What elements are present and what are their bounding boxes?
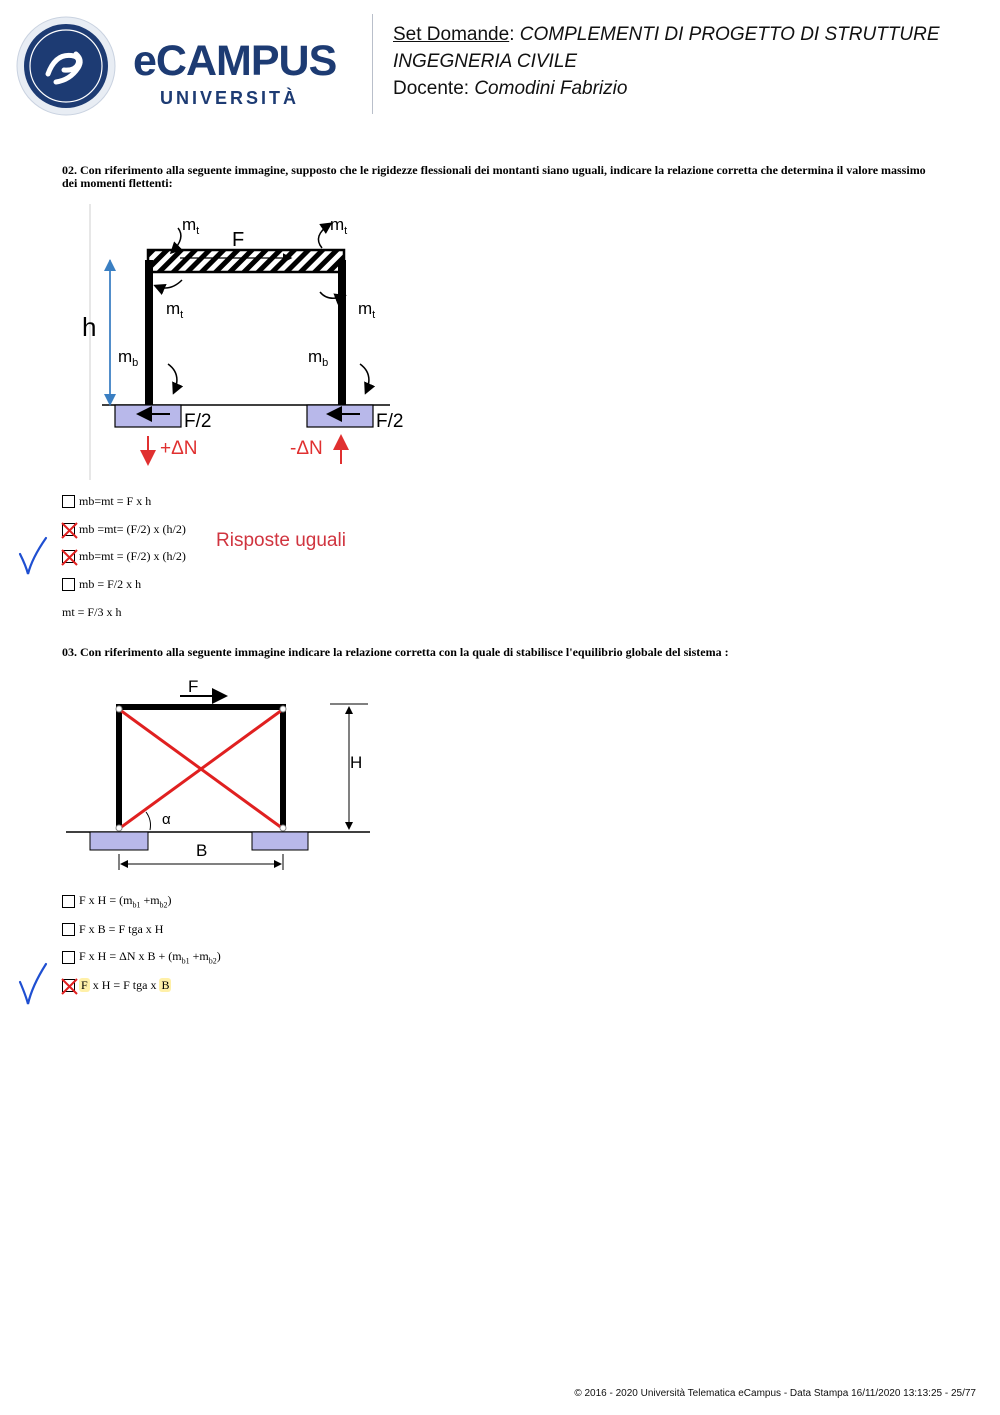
q03-option-1[interactable] [62, 893, 172, 909]
label-mb-left: m [118, 347, 133, 366]
q03-option-4[interactable] [62, 977, 171, 993]
checkbox[interactable] [62, 923, 75, 936]
red-cross-mark-icon [60, 977, 79, 996]
checkbox-crossed[interactable] [62, 979, 75, 992]
q02-option-1-label: mb=mt = F x h [79, 493, 152, 508]
q03-option-2[interactable] [62, 921, 163, 937]
left-column [145, 260, 153, 405]
header-teacher-line [393, 78, 627, 100]
hatched-beam [148, 250, 344, 272]
header-set-line [393, 24, 940, 46]
question-03-text: 03. Con riferimento alla seguente immagine indicare la relazione corretta con la quale di stabilisce l'equilibrio globale del sistema : [62, 645, 729, 659]
label-B: B [196, 841, 208, 860]
q02-option-4[interactable] [62, 576, 141, 592]
moment-arc-top-right [318, 224, 330, 248]
teacher-label: Docente: [393, 78, 475, 99]
q03-option-4-label: F x H = F tga x B [81, 977, 170, 992]
angle-arc [146, 812, 151, 830]
brand-subtitle: UNIVERSITÀ [160, 88, 300, 108]
left-footing [115, 405, 181, 427]
handwritten-check-icon [18, 536, 48, 578]
left-footing [90, 832, 148, 850]
red-cross-mark-icon [60, 548, 79, 567]
q02-extra-line: mt = F/3 x h [62, 605, 122, 619]
q02-option-3[interactable] [62, 548, 186, 564]
q02-option-3-label: mb=mt = (F/2) x (h/2) [79, 548, 186, 563]
q02-option-1[interactable] [62, 493, 151, 509]
svg-text:mt: $m_t$ [330, 215, 348, 237]
q03-option-2-label: F x B = F tga x H [79, 921, 164, 936]
svg-text:mb: $m_b$ [308, 347, 329, 369]
checkbox[interactable] [62, 951, 75, 964]
question-02-text: 02. Con riferimento alla seguente immagine, supposto che le rigidezze flessionali dei montanti siano uguali, indicare la relazione corretta che determina il valore massimo dei momenti flettenti: [62, 163, 926, 190]
q02-option-2[interactable] [62, 521, 186, 537]
braced-frame-figure [62, 672, 382, 882]
right-footing [252, 832, 308, 850]
label-F: F [188, 677, 199, 696]
set-label: Set Domande [393, 24, 510, 45]
moment-arc-base-left [168, 364, 177, 392]
checkbox[interactable] [62, 895, 75, 908]
q03-option-1-label: F x $H = (m_{b1} +m_{b2})$ [79, 892, 172, 910]
highlight-F: F [81, 977, 88, 992]
label-dn-minus: -ΔN [290, 438, 323, 459]
label-f2-right: F/2 [376, 411, 404, 432]
svg-text:mb: $m_b$ [118, 347, 139, 369]
handwritten-note: Risposte uguali [216, 530, 346, 551]
frame-right-column [280, 704, 286, 830]
svg-text:mt: $m_t$ [182, 215, 200, 237]
label-f2-left: F/2 [184, 411, 212, 432]
q03-option-3[interactable] [62, 949, 221, 965]
label-alpha: α [162, 811, 171, 828]
moment-arc-top-left [172, 228, 181, 252]
checkbox[interactable] [62, 578, 75, 591]
label-mt-inner-right: m [358, 299, 373, 318]
teacher-name: Comodini Fabrizio [474, 78, 628, 99]
university-logo [16, 16, 116, 116]
label-mt-top-left: m [182, 215, 197, 234]
svg-text:mt: $m_t$ [358, 299, 376, 321]
course-subtitle: INGEGNERIA CIVILE [393, 51, 578, 72]
label-mb-right: m [308, 347, 323, 366]
q02-option-2-label: mb =mt= (F/2) x (h/2) [79, 521, 186, 536]
q03-option-3-label: F x H = ΔN x $B + (m_{b1} +m_{b2})$ [79, 948, 221, 966]
logo-seal-icon [16, 16, 116, 116]
moment-arc-base-right [360, 364, 369, 392]
right-column [338, 260, 346, 405]
handwritten-check-icon [18, 962, 48, 1008]
portal-frame-figure [60, 198, 420, 484]
highlight-B: B [161, 977, 170, 992]
label-dn-plus: +ΔN [160, 438, 198, 459]
label-F: F [232, 229, 245, 251]
label-H: H [350, 753, 363, 772]
brand-name: eCAMPUS [133, 37, 337, 85]
set-separator: : [509, 24, 520, 45]
label-mt-top-right: m [330, 215, 345, 234]
course-title: COMPLEMENTI DI PROGETTO DI STRUTTURE [519, 24, 940, 45]
q02-option-4-label: mb = F/2 x h [79, 576, 142, 591]
moment-arc-inner-left [156, 280, 182, 288]
red-cross-mark-icon [60, 521, 79, 540]
frame-beam [116, 704, 286, 710]
checkbox-crossed[interactable] [62, 523, 75, 536]
label-mt-inner-left: m [166, 299, 181, 318]
frame-left-column [116, 704, 122, 830]
page-footer: © 2016 - 2020 Università Telematica eCampus - Data Stampa 16/11/2020 13:13:25 - 25/77 [574, 1388, 976, 1399]
right-footing [307, 405, 373, 427]
header-divider [372, 14, 373, 114]
checkbox[interactable] [62, 495, 75, 508]
label-h: h [82, 312, 97, 342]
checkbox-crossed[interactable] [62, 550, 75, 563]
svg-text:mt: $m_t$ [166, 299, 184, 321]
